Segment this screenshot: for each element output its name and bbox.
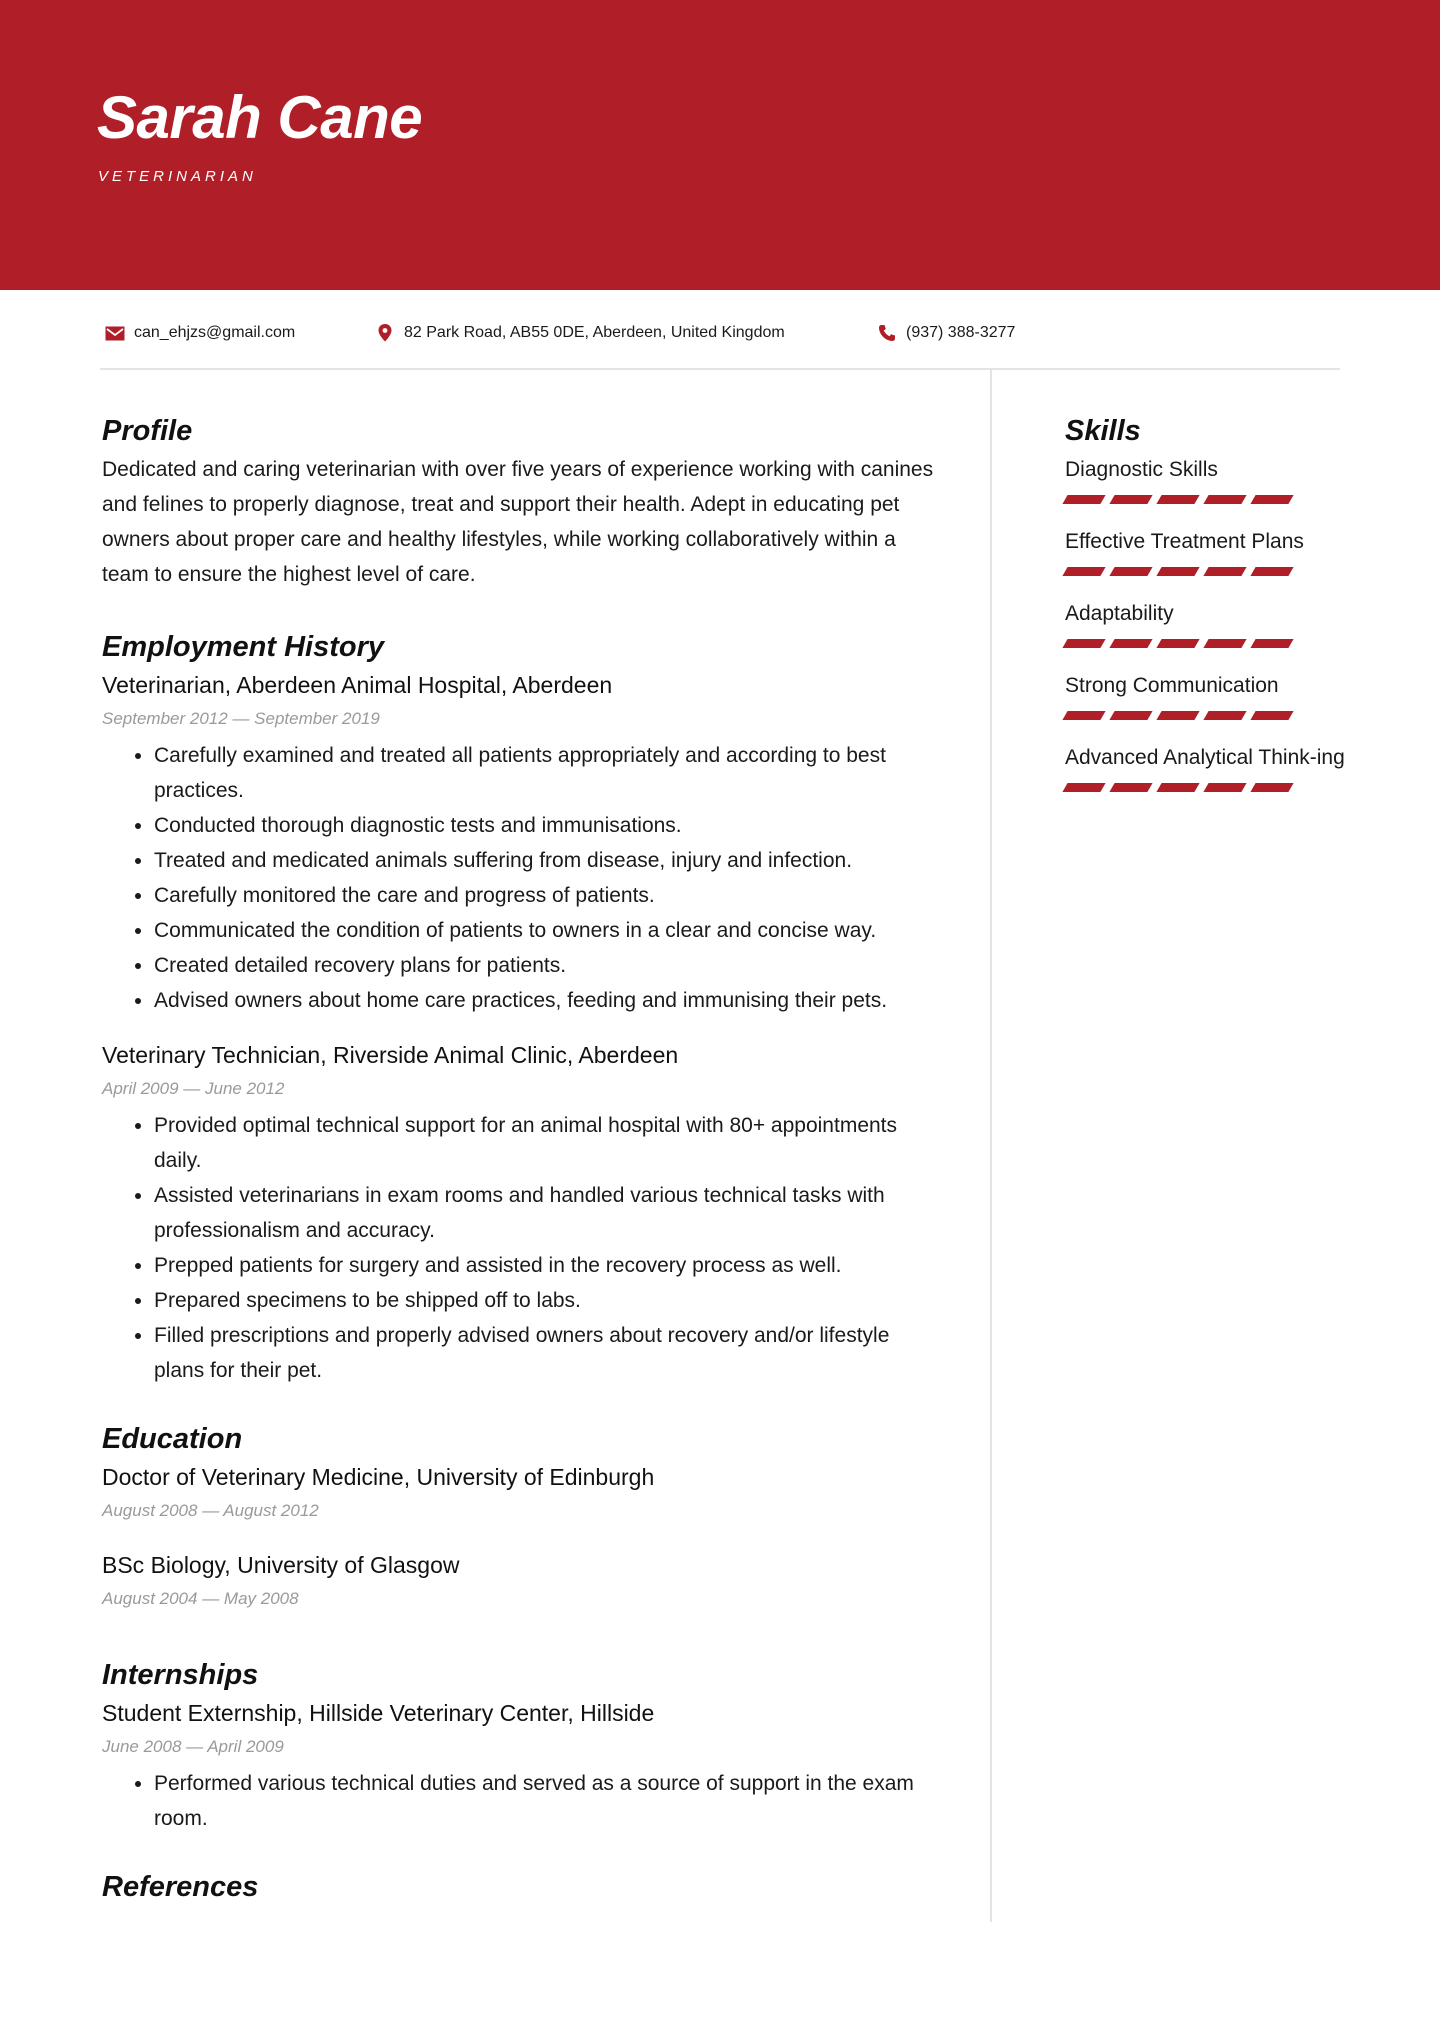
contact-phone[interactable] [876,318,1015,348]
skill-level-segment [1109,639,1152,648]
main-column [102,410,942,1908]
resume-header [0,0,1440,290]
skill-level-segment [1156,639,1199,648]
email-text[interactable]: can_ehjzs@gmail.com [134,324,296,341]
job-title: VETERINARIAN [98,168,257,185]
skill-level-bar [1065,711,1355,720]
references-heading: References [102,1871,259,1903]
references-section [102,1866,942,1908]
job-bullets-1 [102,738,942,1018]
skill-item [1065,524,1355,576]
skill-level-segment [1250,495,1293,504]
skill-level-segment [1156,783,1199,792]
phone-text[interactable]: (937) 388-3277 [906,324,1016,341]
skill-level-segment [1109,567,1152,576]
header-divider [100,368,1340,370]
skill-level-segment [1062,639,1105,648]
skill-level-segment [1250,639,1293,648]
education-date-1: August 2008 — August 2012 [102,1501,319,1520]
job-date-1: September 2012 — September 2019 [102,709,380,728]
skill-name: Advanced Analytical Think-ing [1065,746,1345,769]
skill-name: Diagnostic Skills [1065,458,1218,481]
skill-item [1065,596,1355,648]
skill-level-bar [1065,495,1355,504]
skills-list [1065,452,1355,792]
skill-level-segment [1062,495,1105,504]
map-pin-icon [374,322,396,344]
skill-level-segment [1250,783,1293,792]
list-item: • Prepped patients for surgery and assisted in the recovery process as well. [154,1248,942,1283]
education-title-2: BSc Biology, University of Glasgow [102,1552,460,1578]
skill-level-segment [1250,567,1293,576]
phone-icon [876,322,898,344]
internships-section [102,1654,942,1836]
internship-title-1: Student Externship, Hillside Veterinary Center, Hillside [102,1700,655,1726]
education-entry [102,1460,942,1524]
job-date-2: April 2009 — June 2012 [102,1079,285,1098]
list-item: • Communicated the condition of patients to owners in a clear and concise way. [154,913,942,948]
skill-level-segment [1203,567,1246,576]
internship-entry [102,1696,942,1836]
candidate-name: Sarah Cane [97,84,423,151]
skill-level-segment [1156,711,1199,720]
skill-level-bar [1065,639,1355,648]
job-entry [102,1038,942,1388]
address-text: 82 Park Road, AB55 0DE, Aberdeen, United Kingdom [404,324,785,341]
education-section [102,1418,942,1612]
skill-level-segment [1062,711,1105,720]
contact-email[interactable] [104,318,295,348]
contact-address [374,318,785,348]
internship-bullets-1 [102,1766,942,1836]
envelope-icon [104,322,126,344]
education-title-1: Doctor of Veterinary Medicine, University of Edinburgh [102,1464,655,1490]
skill-name: Effective Treatment Plans [1065,530,1304,553]
skills-heading: Skills [1065,415,1141,447]
skill-level-segment [1109,711,1152,720]
profile-heading: Profile [102,415,193,447]
list-item: • Advised owners about home care practices, feeding and immunising their pets. [154,983,942,1018]
skill-item [1065,668,1355,720]
list-item: • Created detailed recovery plans for patients. [154,948,942,983]
list-item: • Provided optimal technical support for an animal hospital with 80+ appointments daily. [154,1108,942,1178]
skill-level-segment [1250,711,1293,720]
skill-item [1065,740,1355,792]
skill-level-segment [1062,783,1105,792]
skill-level-segment [1156,495,1199,504]
employment-section [102,626,942,1388]
list-item: • Filled prescriptions and properly advised owners about recovery and/or lifestyle plans for their pet. [154,1318,942,1388]
list-item: • Treated and medicated animals suffering from disease, injury and infection. [154,843,942,878]
education-entry [102,1548,942,1612]
list-item: • Prepared specimens to be shipped off to labs. [154,1283,942,1318]
skill-level-segment [1203,711,1246,720]
job-entry [102,668,942,1018]
skill-level-bar [1065,567,1355,576]
skill-name: Adaptability [1065,602,1174,625]
skill-level-bar [1065,783,1355,792]
education-date-2: August 2004 — May 2008 [102,1589,299,1608]
list-item: • Carefully monitored the care and progress of patients. [154,878,942,913]
internship-date-1: June 2008 — April 2009 [102,1737,284,1756]
job-title-1: Veterinarian, Aberdeen Animal Hospital, Aberdeen [102,672,613,698]
skill-level-segment [1062,567,1105,576]
job-title-2: Veterinary Technician, Riverside Animal Clinic, Aberdeen [102,1042,679,1068]
sidebar-column [1065,410,1355,812]
list-item: • Assisted veterinarians in exam rooms and handled various technical tasks with professionalism and accuracy. [154,1178,942,1248]
skill-level-segment [1203,783,1246,792]
profile-text: Dedicated and caring veterinarian with over five years of experience working with canines and felines to properly diagnose, treat and support their health. Adept in educating pet owners about proper care and healthy lifestyles, while working collaboratively within a team to ensure the highest level of care. [102,458,934,586]
skill-level-segment [1109,495,1152,504]
skill-level-segment [1109,783,1152,792]
list-item: • Carefully examined and treated all patients appropriately and according to best practices. [154,738,942,808]
list-item: • Conducted thorough diagnostic tests and immunisations. [154,808,942,843]
skill-level-segment [1203,495,1246,504]
column-divider [990,370,992,1922]
internships-heading: Internships [102,1659,259,1691]
education-heading: Education [102,1423,243,1455]
skill-item [1065,452,1355,504]
employment-heading: Employment History [102,631,384,663]
list-item: • Performed various technical duties and served as a source of support in the exam room. [154,1766,942,1836]
job-bullets-2 [102,1108,942,1388]
skill-level-segment [1203,639,1246,648]
skill-name: Strong Communication [1065,674,1279,697]
profile-section [102,410,942,592]
skill-level-segment [1156,567,1199,576]
